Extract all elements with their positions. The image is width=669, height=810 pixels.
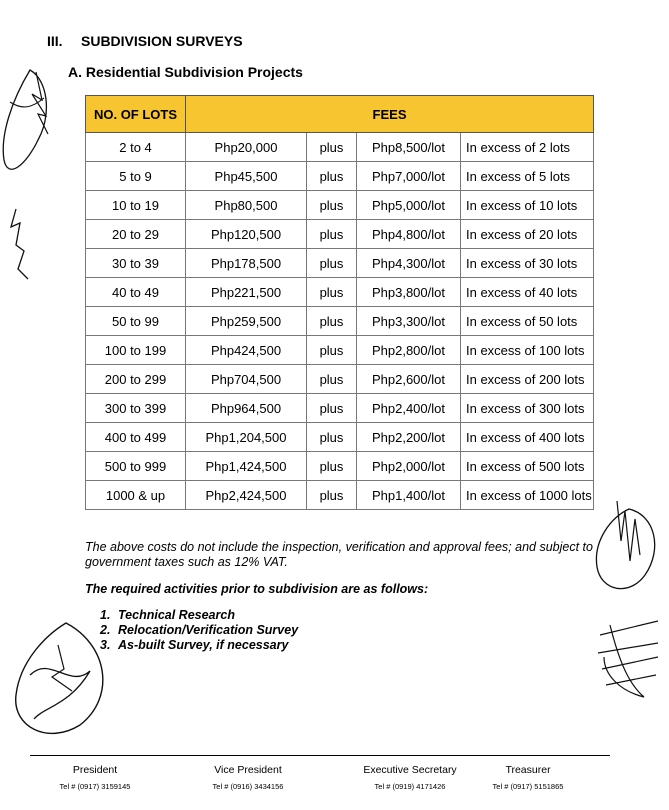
footer-divider	[30, 755, 610, 756]
officer-role: Executive Secretary	[363, 764, 457, 776]
cell-base: Php178,500	[186, 249, 307, 278]
cell-lots: 2 to 4	[86, 133, 186, 162]
cell-base: Php1,204,500	[186, 423, 307, 452]
table-row	[86, 394, 594, 423]
table-row	[86, 133, 594, 162]
cell-rate: Php1,400/lot	[357, 481, 461, 510]
officer-3	[468, 764, 588, 791]
officer-role: President	[72, 764, 118, 776]
table-row	[86, 220, 594, 249]
cell-rate: Php2,600/lot	[357, 365, 461, 394]
cell-plus: plus	[307, 191, 357, 220]
table-row	[86, 452, 594, 481]
section-heading	[47, 33, 243, 49]
activity-text: Technical Research	[118, 608, 235, 622]
cell-base: Php120,500	[186, 220, 307, 249]
cell-rate: Php4,300/lot	[357, 249, 461, 278]
required-activities-list	[100, 608, 298, 653]
officer-phone: Tel # (0916) 3434156	[212, 782, 284, 791]
cell-excess: In excess of 1000 lots	[461, 481, 594, 510]
cell-plus: plus	[307, 365, 357, 394]
table-row	[86, 423, 594, 452]
cell-base: Php80,500	[186, 191, 307, 220]
table-row	[86, 249, 594, 278]
cell-lots: 500 to 999	[86, 452, 186, 481]
activity-number: 2.	[100, 623, 111, 637]
cell-plus: plus	[307, 162, 357, 191]
cell-rate: Php2,000/lot	[357, 452, 461, 481]
cell-rate: Php7,000/lot	[357, 162, 461, 191]
activity-text: Relocation/Verification Survey	[118, 623, 299, 637]
required-activities-title: The required activities prior to subdivision are as follows:	[85, 582, 429, 596]
cell-plus: plus	[307, 133, 357, 162]
officer-role: Vice President	[214, 764, 282, 776]
cell-base: Php2,424,500	[186, 481, 307, 510]
signature-left-middle	[2, 205, 34, 285]
cell-lots: 300 to 399	[86, 394, 186, 423]
fees-table	[85, 95, 594, 510]
header-no-of-lots: NO. OF LOTS	[86, 96, 186, 133]
subsection-title: A. Residential Subdivision Projects	[68, 64, 303, 80]
cell-lots: 40 to 49	[86, 278, 186, 307]
table-row	[86, 365, 594, 394]
cell-lots: 5 to 9	[86, 162, 186, 191]
cell-lots: 200 to 299	[86, 365, 186, 394]
activity-item	[100, 623, 298, 638]
officer-phone: Tel # (0917) 5151865	[492, 782, 564, 791]
cell-lots: 400 to 499	[86, 423, 186, 452]
cell-plus: plus	[307, 278, 357, 307]
cell-excess: In excess of 500 lots	[461, 452, 594, 481]
table-header-row	[86, 96, 594, 133]
signature-left-top	[0, 60, 60, 195]
table-row	[86, 162, 594, 191]
cell-excess: In excess of 50 lots	[461, 307, 594, 336]
cell-rate: Php2,800/lot	[357, 336, 461, 365]
table-row	[86, 307, 594, 336]
cell-excess: In excess of 30 lots	[461, 249, 594, 278]
cell-plus: plus	[307, 394, 357, 423]
cell-base: Php221,500	[186, 278, 307, 307]
cell-lots: 30 to 39	[86, 249, 186, 278]
cell-rate: Php2,400/lot	[357, 394, 461, 423]
section-title: SUBDIVISION SURVEYS	[81, 33, 243, 49]
header-fees: FEES	[186, 96, 594, 133]
cell-base: Php1,424,500	[186, 452, 307, 481]
activity-number: 3.	[100, 638, 111, 652]
cell-excess: In excess of 40 lots	[461, 278, 594, 307]
cell-plus: plus	[307, 452, 357, 481]
signature-right-bottom	[590, 605, 669, 705]
officer-phone: Tel # (0917) 3159145	[59, 782, 131, 791]
cell-plus: plus	[307, 220, 357, 249]
costs-note: The above costs do not include the inspection, verification and approval fees; and subject to government taxes such as 12% VAT.	[85, 540, 593, 569]
officer-2	[350, 764, 470, 791]
cell-base: Php964,500	[186, 394, 307, 423]
cell-plus: plus	[307, 249, 357, 278]
cell-base: Php259,500	[186, 307, 307, 336]
cell-rate: Php3,800/lot	[357, 278, 461, 307]
activity-text: As-built Survey, if necessary	[118, 638, 289, 652]
officer-phone: Tel # (0919) 4171426	[374, 782, 446, 791]
cell-lots: 100 to 199	[86, 336, 186, 365]
cell-excess: In excess of 400 lots	[461, 423, 594, 452]
cell-base: Php424,500	[186, 336, 307, 365]
cell-rate: Php3,300/lot	[357, 307, 461, 336]
cell-rate: Php4,800/lot	[357, 220, 461, 249]
cell-excess: In excess of 10 lots	[461, 191, 594, 220]
cell-excess: In excess of 300 lots	[461, 394, 594, 423]
table-row	[86, 278, 594, 307]
cell-base: Php45,500	[186, 162, 307, 191]
activity-item	[100, 638, 298, 653]
signature-bottom-left	[6, 615, 118, 740]
cell-excess: In excess of 2 lots	[461, 133, 594, 162]
cell-plus: plus	[307, 307, 357, 336]
cell-rate: Php2,200/lot	[357, 423, 461, 452]
cell-plus: plus	[307, 336, 357, 365]
section-number: III.	[47, 33, 63, 49]
cell-base: Php704,500	[186, 365, 307, 394]
officer-0	[35, 764, 155, 791]
cell-lots: 1000 & up	[86, 481, 186, 510]
activity-item	[100, 608, 298, 623]
cell-lots: 20 to 29	[86, 220, 186, 249]
activity-number: 1.	[100, 608, 111, 622]
cell-rate: Php5,000/lot	[357, 191, 461, 220]
cell-excess: In excess of 100 lots	[461, 336, 594, 365]
cell-lots: 50 to 99	[86, 307, 186, 336]
cell-excess: In excess of 20 lots	[461, 220, 594, 249]
officer-1	[188, 764, 308, 791]
table-row	[86, 191, 594, 220]
cell-base: Php20,000	[186, 133, 307, 162]
officer-role: Treasurer	[505, 764, 551, 776]
cell-lots: 10 to 19	[86, 191, 186, 220]
table-row	[86, 336, 594, 365]
cell-rate: Php8,500/lot	[357, 133, 461, 162]
table-row	[86, 481, 594, 510]
cell-excess: In excess of 5 lots	[461, 162, 594, 191]
cell-plus: plus	[307, 481, 357, 510]
fees-table-body	[86, 133, 594, 510]
cell-excess: In excess of 200 lots	[461, 365, 594, 394]
signature-right-top	[585, 495, 669, 605]
cell-plus: plus	[307, 423, 357, 452]
